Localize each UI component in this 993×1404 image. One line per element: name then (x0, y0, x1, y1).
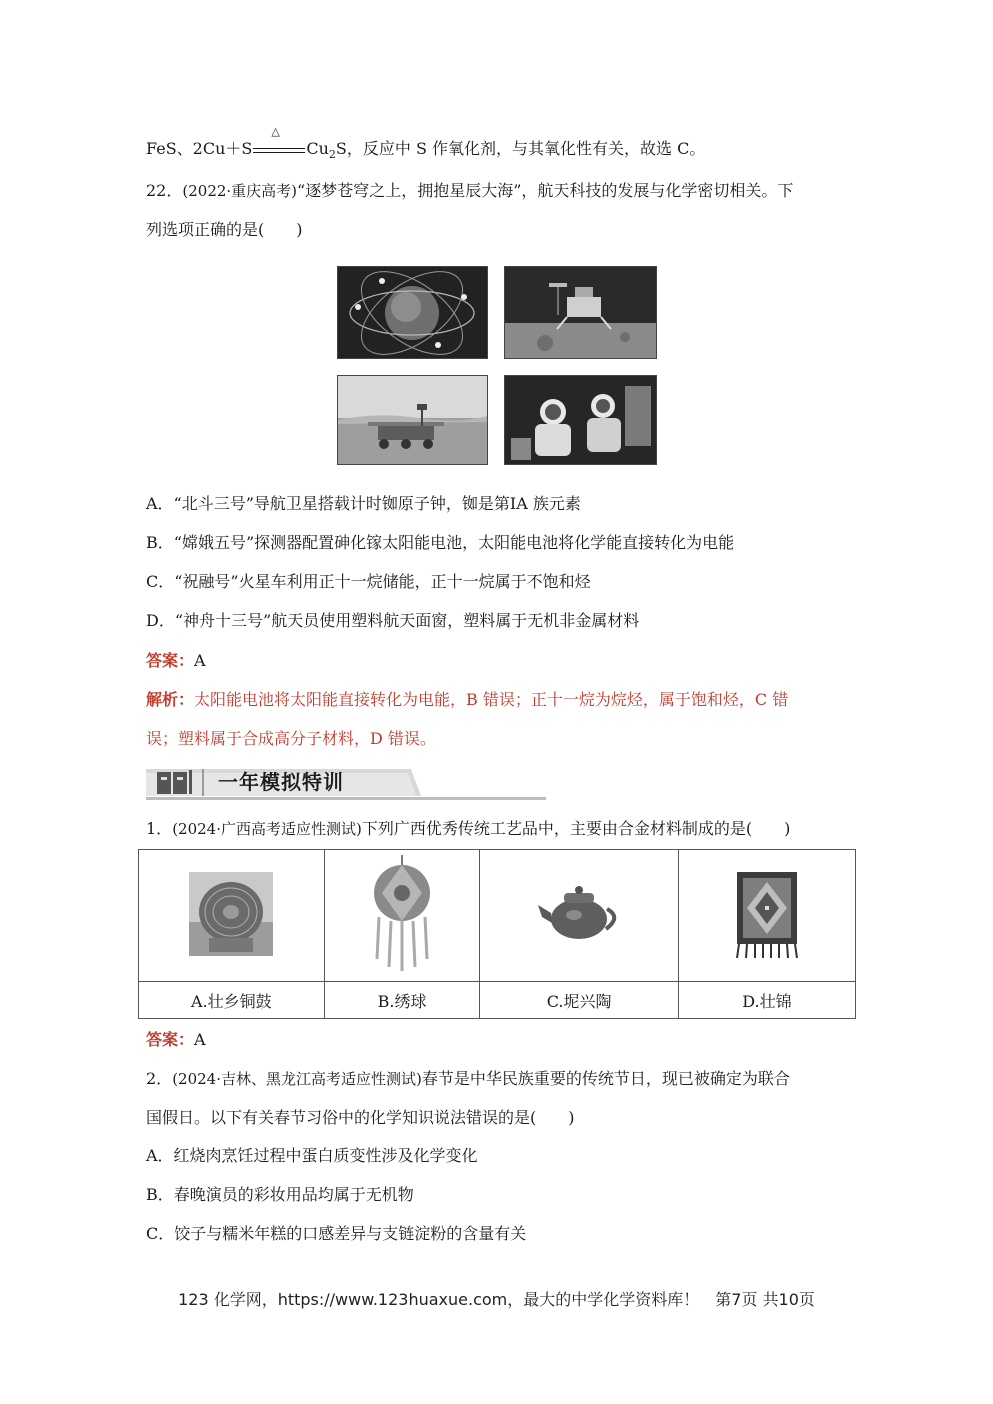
heat-symbol: △ (271, 124, 280, 138)
prev-answer-rest: ，反应中 S 作氧化剂，与其氧化性有关，故选 C。 (346, 139, 706, 158)
analysis-text: 太阳能电池将太阳能直接转化为电能，B 错误；正十一烷为烷烃，属于饱和烃，C 错 (194, 690, 789, 709)
q22-stem: “逐梦苍穹之上，拥抱星辰大海”，航天科技的发展与化学密切相关。下 (297, 181, 794, 200)
reaction-conditions-sign (253, 124, 305, 158)
bronze-drum-image-cell (139, 850, 325, 982)
q2-option-a: A．红烧肉烹饪过程中蛋白质变性涉及化学变化 (146, 1146, 478, 1165)
q2-stem: 春节是中华民族重要的传统节日，现已被确定为联合 (421, 1069, 790, 1088)
q22-analysis-line1 (146, 689, 788, 711)
bronze-drum-photo (189, 872, 273, 956)
answer-label: 答案： (146, 1030, 195, 1049)
section-title: 一年模拟特训 (218, 770, 344, 794)
q1-stem (146, 818, 790, 840)
equation-reactants: FeS、2Cu＋S (146, 139, 253, 158)
answer-value: A (194, 651, 206, 670)
page-footer: 123 化学网，https://www.123huaxue.com，最大的中学化学资料库！ 第7页 共10页 (178, 1290, 815, 1309)
brocade-photo (727, 868, 807, 960)
q22-option-d: D．“神舟十三号”航天员使用塑料航天面窗，塑料属于无机非金属材料 (146, 611, 640, 630)
globe-satellites-photo (337, 266, 488, 359)
embroidered-ball-photo (367, 855, 437, 973)
q22-option-b: B．“嫦娥五号”探测器配置砷化镓太阳能电池，太阳能电池将化学能直接转化为电能 (146, 533, 735, 552)
q2-number: 2． (146, 1069, 173, 1088)
q1-answer (146, 1029, 206, 1051)
q22-analysis-line2: 误；塑料属于合成高分子材料，D 错误。 (146, 729, 436, 748)
q22-number: 22． (146, 181, 183, 200)
choice-c: C.坭兴陶 (480, 982, 678, 1019)
choice-d: D.壮锦 (678, 982, 855, 1019)
q2-source: (2024·吉林、黑龙江高考适应性测试) (172, 1070, 422, 1088)
answer-label: 答案： (146, 651, 195, 670)
q1-source: (2024·广西高考适应性测试) (172, 820, 362, 838)
q22-answer (146, 650, 206, 672)
answer-value: A (194, 1030, 206, 1049)
equation-product: Cu (306, 139, 329, 158)
q22-option-c: C．“祝融号”火星车利用正十一烷储能，正十一烷属于不饱和烃 (146, 572, 591, 591)
embroidered-ball-image-cell (324, 850, 480, 982)
q22-line2: 列选项正确的是( ) (146, 220, 303, 239)
book-pen-icon (154, 768, 194, 798)
analysis-label: 解析： (146, 690, 195, 709)
q22-line1 (146, 180, 793, 202)
q2-line2: 国假日。以下有关春节习俗中的化学知识说法错误的是( ) (146, 1108, 575, 1127)
q22-source: (2022·重庆高考) (182, 182, 298, 200)
q1-text: 下列广西优秀传统工艺品中，主要由合金材料制成的是( ) (361, 819, 791, 838)
crafts-table (138, 849, 856, 1019)
lunar-lander-photo (504, 266, 657, 359)
q2-line1 (146, 1068, 790, 1090)
q22-option-a: A．“北斗三号”导航卫星搭载计时铷原子钟，铷是第ⅠA 族元素 (146, 494, 581, 513)
prev-answer-line: FeS、2Cu＋S △ $Cu_2S$，反应中 S 作氧化剂，与其氧化性有关，故选 C。 (146, 124, 706, 161)
q1-number: 1． (146, 819, 173, 838)
teapot-photo (534, 883, 624, 945)
choice-a: A.壮乡铜鼓 (139, 982, 325, 1019)
astronauts-photo (504, 375, 657, 465)
nixing-pottery-image-cell (480, 850, 678, 982)
q2-option-b: B．春晚演员的彩妆用品均属于无机物 (146, 1185, 414, 1204)
product-subscript: 2 (328, 148, 336, 161)
choice-b: B.绣球 (324, 982, 480, 1019)
section-banner (146, 763, 546, 801)
q2-option-c: C．饺子与糯米年糕的口感差异与支链淀粉的含量有关 (146, 1224, 527, 1243)
zhuang-brocade-image-cell (678, 850, 855, 982)
mars-rover-photo (337, 375, 488, 465)
